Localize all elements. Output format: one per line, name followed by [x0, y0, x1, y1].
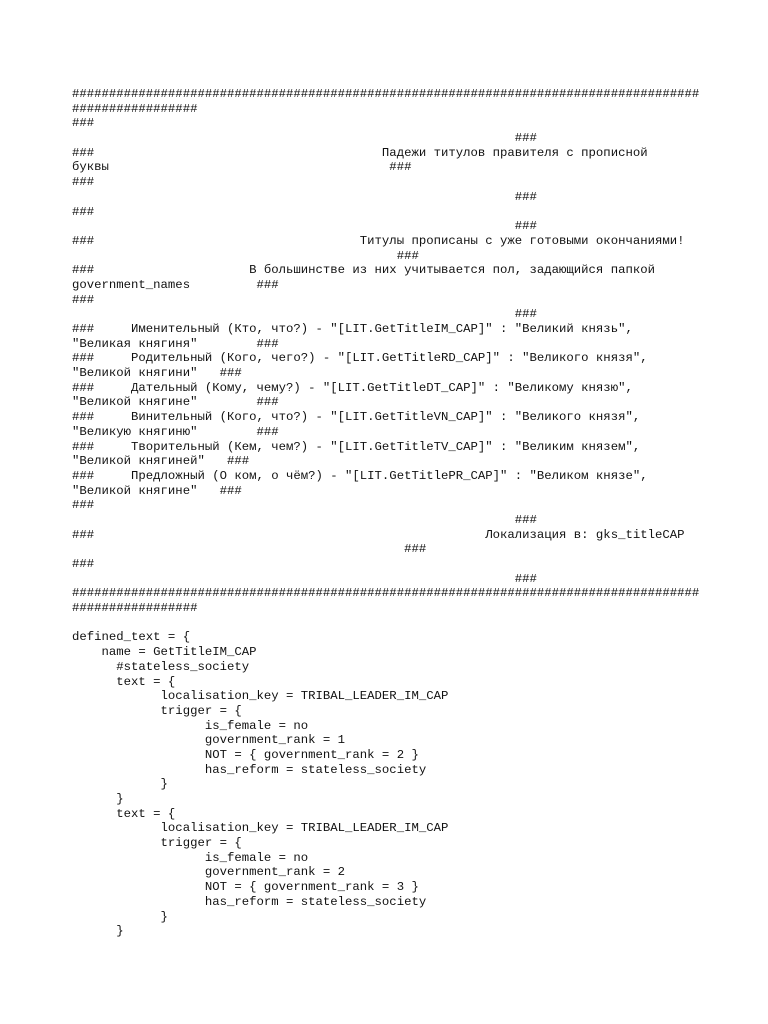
code-line: #################	[72, 101, 198, 116]
code-line: }	[72, 909, 168, 924]
code-line: "Великой княгине" ###	[72, 395, 279, 410]
code-listing	[72, 87, 762, 939]
code-line: ### Дательный (Кому, чему?) - "[LIT.GetTitleDT_CAP]" : "Великому князю",	[72, 380, 633, 395]
code-line: ### Падежи титулов правителя с прописной	[72, 145, 648, 160]
code-line: "Великой княгине" ###	[72, 483, 242, 498]
code-line: ###	[72, 131, 537, 146]
code-line: NOT = { government_rank = 2 }	[72, 747, 419, 762]
code-line: text = {	[72, 806, 176, 821]
code-line: has_reform = stateless_society	[72, 762, 427, 777]
code-line: #####################################################################################	[72, 87, 700, 101]
code-line: ### Локализация в: gks_titleCAP	[72, 527, 685, 542]
code-line: ###	[72, 498, 95, 513]
code-line: ###	[72, 292, 95, 307]
code-line: ###	[72, 307, 537, 322]
code-line: ###	[72, 204, 95, 219]
code-line: ### Титулы прописаны с уже готовыми окончаниями!	[72, 233, 685, 248]
code-line: ###	[72, 542, 427, 557]
code-line: government_rank = 1	[72, 733, 346, 748]
code-line: ### В большинстве из них учитывается пол, задающийся папкой	[72, 263, 655, 278]
code-line: localisation_key = TRIBAL_LEADER_IM_CAP	[72, 821, 449, 836]
code-line: ### Предложный (О ком, о чём?) - "[LIT.GetTitlePR_CAP]" : "Великом князе",	[72, 468, 648, 483]
code-line: NOT = { government_rank = 3 }	[72, 880, 419, 895]
code-line: ### Именительный (Кто, что?) - "[LIT.GetTitleIM_CAP]" : "Великий князь",	[72, 322, 633, 336]
code-line: ###	[72, 557, 95, 571]
code-line: trigger = {	[72, 836, 242, 851]
code-line: ###	[72, 116, 95, 131]
code-line: ###	[72, 175, 95, 190]
code-line: is_female = no	[72, 850, 309, 865]
code-line: defined_text = {	[72, 630, 191, 645]
code-line: }	[72, 924, 124, 939]
code-line: "Великой княгиней" ###	[72, 454, 250, 469]
code-line: government_names ###	[72, 277, 279, 292]
code-line: name = GetTitleIM_CAP	[72, 645, 257, 660]
code-line: ###	[72, 189, 537, 204]
code-line: ###	[72, 248, 419, 263]
code-line: #####################################################################################	[72, 586, 700, 601]
code-line: #################	[72, 601, 198, 616]
code-line: is_female = no	[72, 718, 309, 733]
code-line: #stateless_society	[72, 659, 250, 674]
code-line	[72, 616, 762, 631]
code-line: "Великой княгини" ###	[72, 366, 242, 381]
code-line: }	[72, 792, 124, 806]
code-line: ###	[72, 571, 537, 586]
code-line: has_reform = stateless_society	[72, 894, 427, 909]
code-line: government_rank = 2	[72, 865, 346, 880]
code-line: ###	[72, 512, 537, 527]
code-line: "Великую княгиню" ###	[72, 424, 279, 439]
code-line: ###	[72, 219, 537, 234]
code-line: }	[72, 777, 168, 792]
code-line: trigger = {	[72, 703, 242, 718]
code-line: "Великая княгиня" ###	[72, 336, 279, 351]
code-line: text = {	[72, 674, 176, 689]
code-line: буквы ###	[72, 160, 412, 175]
code-line: localisation_key = TRIBAL_LEADER_IM_CAP	[72, 689, 449, 704]
code-line: ### Родительный (Кого, чего?) - "[LIT.GetTitleRD_CAP]" : "Великого князя",	[72, 351, 648, 366]
code-line: ### Винительный (Кого, что?) - "[LIT.GetTitleVN_CAP]" : "Великого князя",	[72, 410, 641, 425]
code-line: ### Творительный (Кем, чем?) - "[LIT.GetTitleTV_CAP]" : "Великим князем",	[72, 439, 641, 454]
